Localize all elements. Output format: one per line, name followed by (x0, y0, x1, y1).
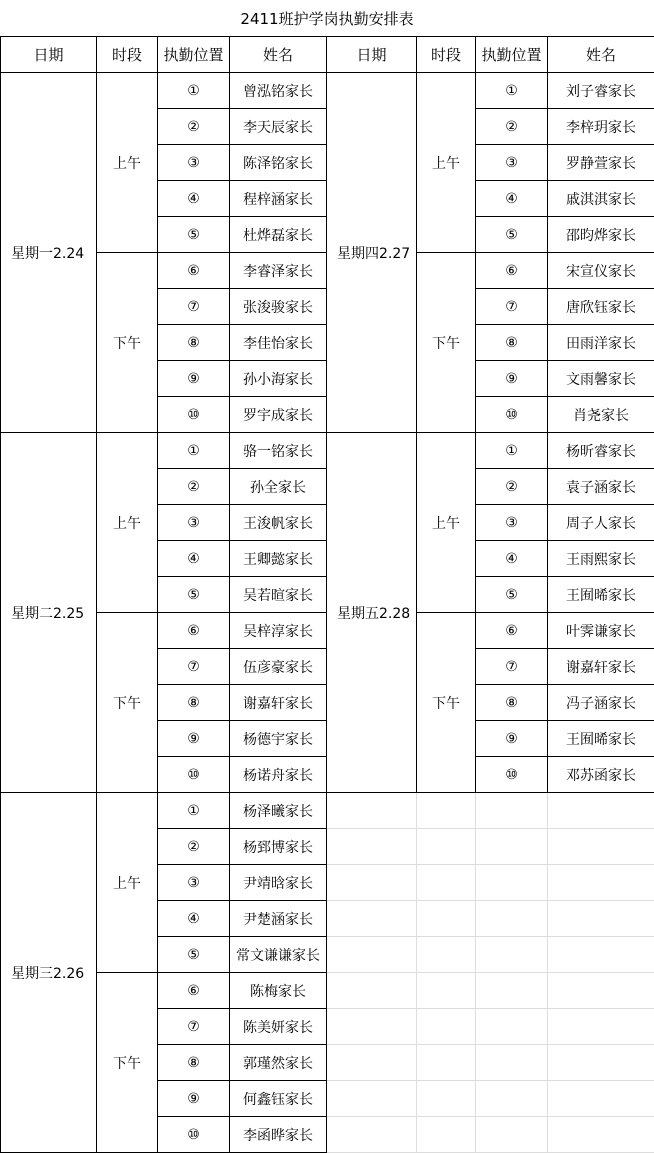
position-cell: ⑦ (158, 649, 230, 685)
position-cell: ⑦ (476, 289, 548, 325)
period-afternoon: 下午 (97, 613, 158, 793)
header-position-right: 执勤位置 (476, 37, 548, 73)
header-position: 执勤位置 (158, 37, 230, 73)
empty-cell (548, 901, 654, 937)
name-cell: 谢嘉轩家长 (548, 649, 654, 685)
name-cell: 李天辰家长 (230, 109, 327, 145)
position-cell: ⑥ (158, 613, 230, 649)
name-cell: 邓苏函家长 (548, 757, 654, 793)
position-cell: ⑧ (476, 325, 548, 361)
position-cell: ② (476, 469, 548, 505)
name-cell: 冯子涵家长 (548, 685, 654, 721)
empty-cell (476, 1081, 548, 1117)
name-cell: 周子人家长 (548, 505, 654, 541)
header-period-right: 时段 (417, 37, 476, 73)
header-date-right: 日期 (327, 37, 417, 73)
position-cell: ⑤ (476, 217, 548, 253)
position-cell: ⑦ (158, 1009, 230, 1045)
empty-cell (417, 1081, 476, 1117)
position-cell: ④ (476, 181, 548, 217)
position-cell: ① (158, 793, 230, 829)
position-cell: ⑤ (158, 577, 230, 613)
position-cell: ⑩ (158, 1117, 230, 1153)
period-morning: 上午 (97, 73, 158, 253)
position-cell: ⑧ (158, 1045, 230, 1081)
empty-cell (327, 901, 417, 937)
position-cell: ⑤ (476, 577, 548, 613)
name-cell: 常文谦谦家长 (230, 937, 327, 973)
name-cell: 张浚骏家长 (230, 289, 327, 325)
position-cell: ⑥ (158, 253, 230, 289)
date-cell: 星期四2.27 (327, 73, 417, 433)
position-cell: ⑧ (158, 685, 230, 721)
empty-cell (476, 865, 548, 901)
position-cell: ④ (158, 901, 230, 937)
header-name: 姓名 (230, 37, 327, 73)
empty-cell (327, 793, 417, 829)
name-cell: 宋宣仪家长 (548, 253, 654, 289)
name-cell: 陈美妍家长 (230, 1009, 327, 1045)
position-cell: ④ (476, 541, 548, 577)
empty-cell (548, 793, 654, 829)
empty-cell (548, 937, 654, 973)
name-cell: 文雨馨家长 (548, 361, 654, 397)
name-cell: 骆一铭家长 (230, 433, 327, 469)
empty-cell (417, 793, 476, 829)
empty-cell (548, 1009, 654, 1045)
empty-cell (327, 1045, 417, 1081)
position-cell: ⑩ (158, 757, 230, 793)
name-cell: 叶霁谦家长 (548, 613, 654, 649)
empty-cell (417, 901, 476, 937)
name-cell: 李函晔家长 (230, 1117, 327, 1153)
name-cell: 王囿晞家长 (548, 577, 654, 613)
position-cell: ⑧ (476, 685, 548, 721)
period-afternoon: 下午 (97, 253, 158, 433)
position-cell: ⑨ (476, 721, 548, 757)
name-cell: 王雨熙家长 (548, 541, 654, 577)
name-cell: 谢嘉轩家长 (230, 685, 327, 721)
name-cell: 唐欣钰家长 (548, 289, 654, 325)
empty-cell (476, 901, 548, 937)
empty-cell (417, 829, 476, 865)
period-afternoon: 下午 (417, 613, 476, 793)
name-cell: 伍彦豪家长 (230, 649, 327, 685)
name-cell: 吴梓淳家长 (230, 613, 327, 649)
position-cell: ③ (158, 865, 230, 901)
name-cell: 李睿泽家长 (230, 253, 327, 289)
position-cell: ② (158, 109, 230, 145)
position-cell: ⑥ (476, 253, 548, 289)
position-cell: ③ (476, 505, 548, 541)
empty-cell (327, 1009, 417, 1045)
name-cell: 田雨洋家长 (548, 325, 654, 361)
name-cell: 杜烨磊家长 (230, 217, 327, 253)
empty-cell (548, 865, 654, 901)
position-cell: ⑦ (158, 289, 230, 325)
name-cell: 罗宇成家长 (230, 397, 327, 433)
header-name-right: 姓名 (548, 37, 654, 73)
empty-cell (327, 1117, 417, 1153)
empty-cell (548, 829, 654, 865)
name-cell: 杨诺舟家长 (230, 757, 327, 793)
position-cell: ③ (476, 145, 548, 181)
name-cell: 何鑫钰家长 (230, 1081, 327, 1117)
name-cell: 王浚帆家长 (230, 505, 327, 541)
position-cell: ② (476, 109, 548, 145)
position-cell: ⑦ (476, 649, 548, 685)
empty-cell (417, 865, 476, 901)
position-cell: ④ (158, 541, 230, 577)
date-cell: 星期一2.24 (1, 73, 97, 433)
date-cell: 星期二2.25 (1, 433, 97, 793)
empty-cell (327, 865, 417, 901)
name-cell: 陈梅家长 (230, 973, 327, 1009)
empty-cell (548, 1081, 654, 1117)
empty-cell (548, 1117, 654, 1153)
empty-cell (417, 973, 476, 1009)
position-cell: ⑨ (158, 721, 230, 757)
name-cell: 曾泓铭家长 (230, 73, 327, 109)
name-cell: 刘子睿家长 (548, 73, 654, 109)
name-cell: 王卿懿家长 (230, 541, 327, 577)
date-cell: 星期五2.28 (327, 433, 417, 793)
position-cell: ① (476, 433, 548, 469)
empty-cell (476, 793, 548, 829)
header-period: 时段 (97, 37, 158, 73)
empty-cell (327, 1081, 417, 1117)
name-cell: 尹靖晗家长 (230, 865, 327, 901)
position-cell: ⑩ (476, 757, 548, 793)
table-row (1, 973, 654, 1009)
name-cell: 李佳怡家长 (230, 325, 327, 361)
table-row (1, 433, 654, 469)
name-cell: 孙小海家长 (230, 361, 327, 397)
name-cell: 李梓玥家长 (548, 109, 654, 145)
empty-cell (476, 1117, 548, 1153)
position-cell: ① (476, 73, 548, 109)
empty-cell (548, 973, 654, 1009)
name-cell: 邵昀烨家长 (548, 217, 654, 253)
date-cell: 星期三2.26 (1, 793, 97, 1153)
name-cell: 孙全家长 (230, 469, 327, 505)
table-row (1, 73, 654, 109)
empty-cell (417, 937, 476, 973)
name-cell: 郭瑾然家长 (230, 1045, 327, 1081)
empty-cell (327, 937, 417, 973)
duty-schedule-table (0, 36, 654, 1153)
empty-cell (476, 829, 548, 865)
position-cell: ⑨ (158, 361, 230, 397)
period-morning: 上午 (97, 793, 158, 973)
position-cell: ⑥ (476, 613, 548, 649)
empty-cell (476, 937, 548, 973)
name-cell: 杨郅博家长 (230, 829, 327, 865)
position-cell: ⑩ (476, 397, 548, 433)
position-cell: ④ (158, 181, 230, 217)
name-cell: 杨泽曦家长 (230, 793, 327, 829)
name-cell: 尹楚涵家长 (230, 901, 327, 937)
empty-cell (417, 1009, 476, 1045)
position-cell: ⑤ (158, 937, 230, 973)
position-cell: ① (158, 73, 230, 109)
name-cell: 戚淇淇家长 (548, 181, 654, 217)
position-cell: ③ (158, 145, 230, 181)
position-cell: ⑤ (158, 217, 230, 253)
name-cell: 杨德宇家长 (230, 721, 327, 757)
empty-cell (417, 1045, 476, 1081)
empty-cell (476, 1009, 548, 1045)
empty-cell (417, 1117, 476, 1153)
period-morning: 上午 (417, 73, 476, 253)
position-cell: ⑥ (158, 973, 230, 1009)
position-cell: ⑩ (158, 397, 230, 433)
name-cell: 王囿晞家长 (548, 721, 654, 757)
name-cell: 陈泽铭家长 (230, 145, 327, 181)
position-cell: ⑨ (476, 361, 548, 397)
position-cell: ① (158, 433, 230, 469)
period-morning: 上午 (97, 433, 158, 613)
empty-cell (476, 1045, 548, 1081)
header-row (1, 37, 654, 73)
empty-cell (476, 973, 548, 1009)
period-afternoon: 下午 (417, 253, 476, 433)
period-afternoon: 下午 (97, 973, 158, 1153)
name-cell: 程梓涵家长 (230, 181, 327, 217)
position-cell: ⑧ (158, 325, 230, 361)
page-title: 2411班护学岗执勤安排表 (240, 9, 414, 28)
position-cell: ③ (158, 505, 230, 541)
position-cell: ⑨ (158, 1081, 230, 1117)
empty-cell (327, 973, 417, 1009)
position-cell: ② (158, 469, 230, 505)
position-cell: ② (158, 829, 230, 865)
table-row (1, 793, 654, 829)
name-cell: 吴若暄家长 (230, 577, 327, 613)
empty-cell (548, 1045, 654, 1081)
name-cell: 杨昕睿家长 (548, 433, 654, 469)
table-body (1, 37, 654, 1153)
name-cell: 罗静萱家长 (548, 145, 654, 181)
period-morning: 上午 (417, 433, 476, 613)
empty-cell (327, 829, 417, 865)
name-cell: 袁子涵家长 (548, 469, 654, 505)
name-cell: 肖尧家长 (548, 397, 654, 433)
header-date: 日期 (1, 37, 97, 73)
